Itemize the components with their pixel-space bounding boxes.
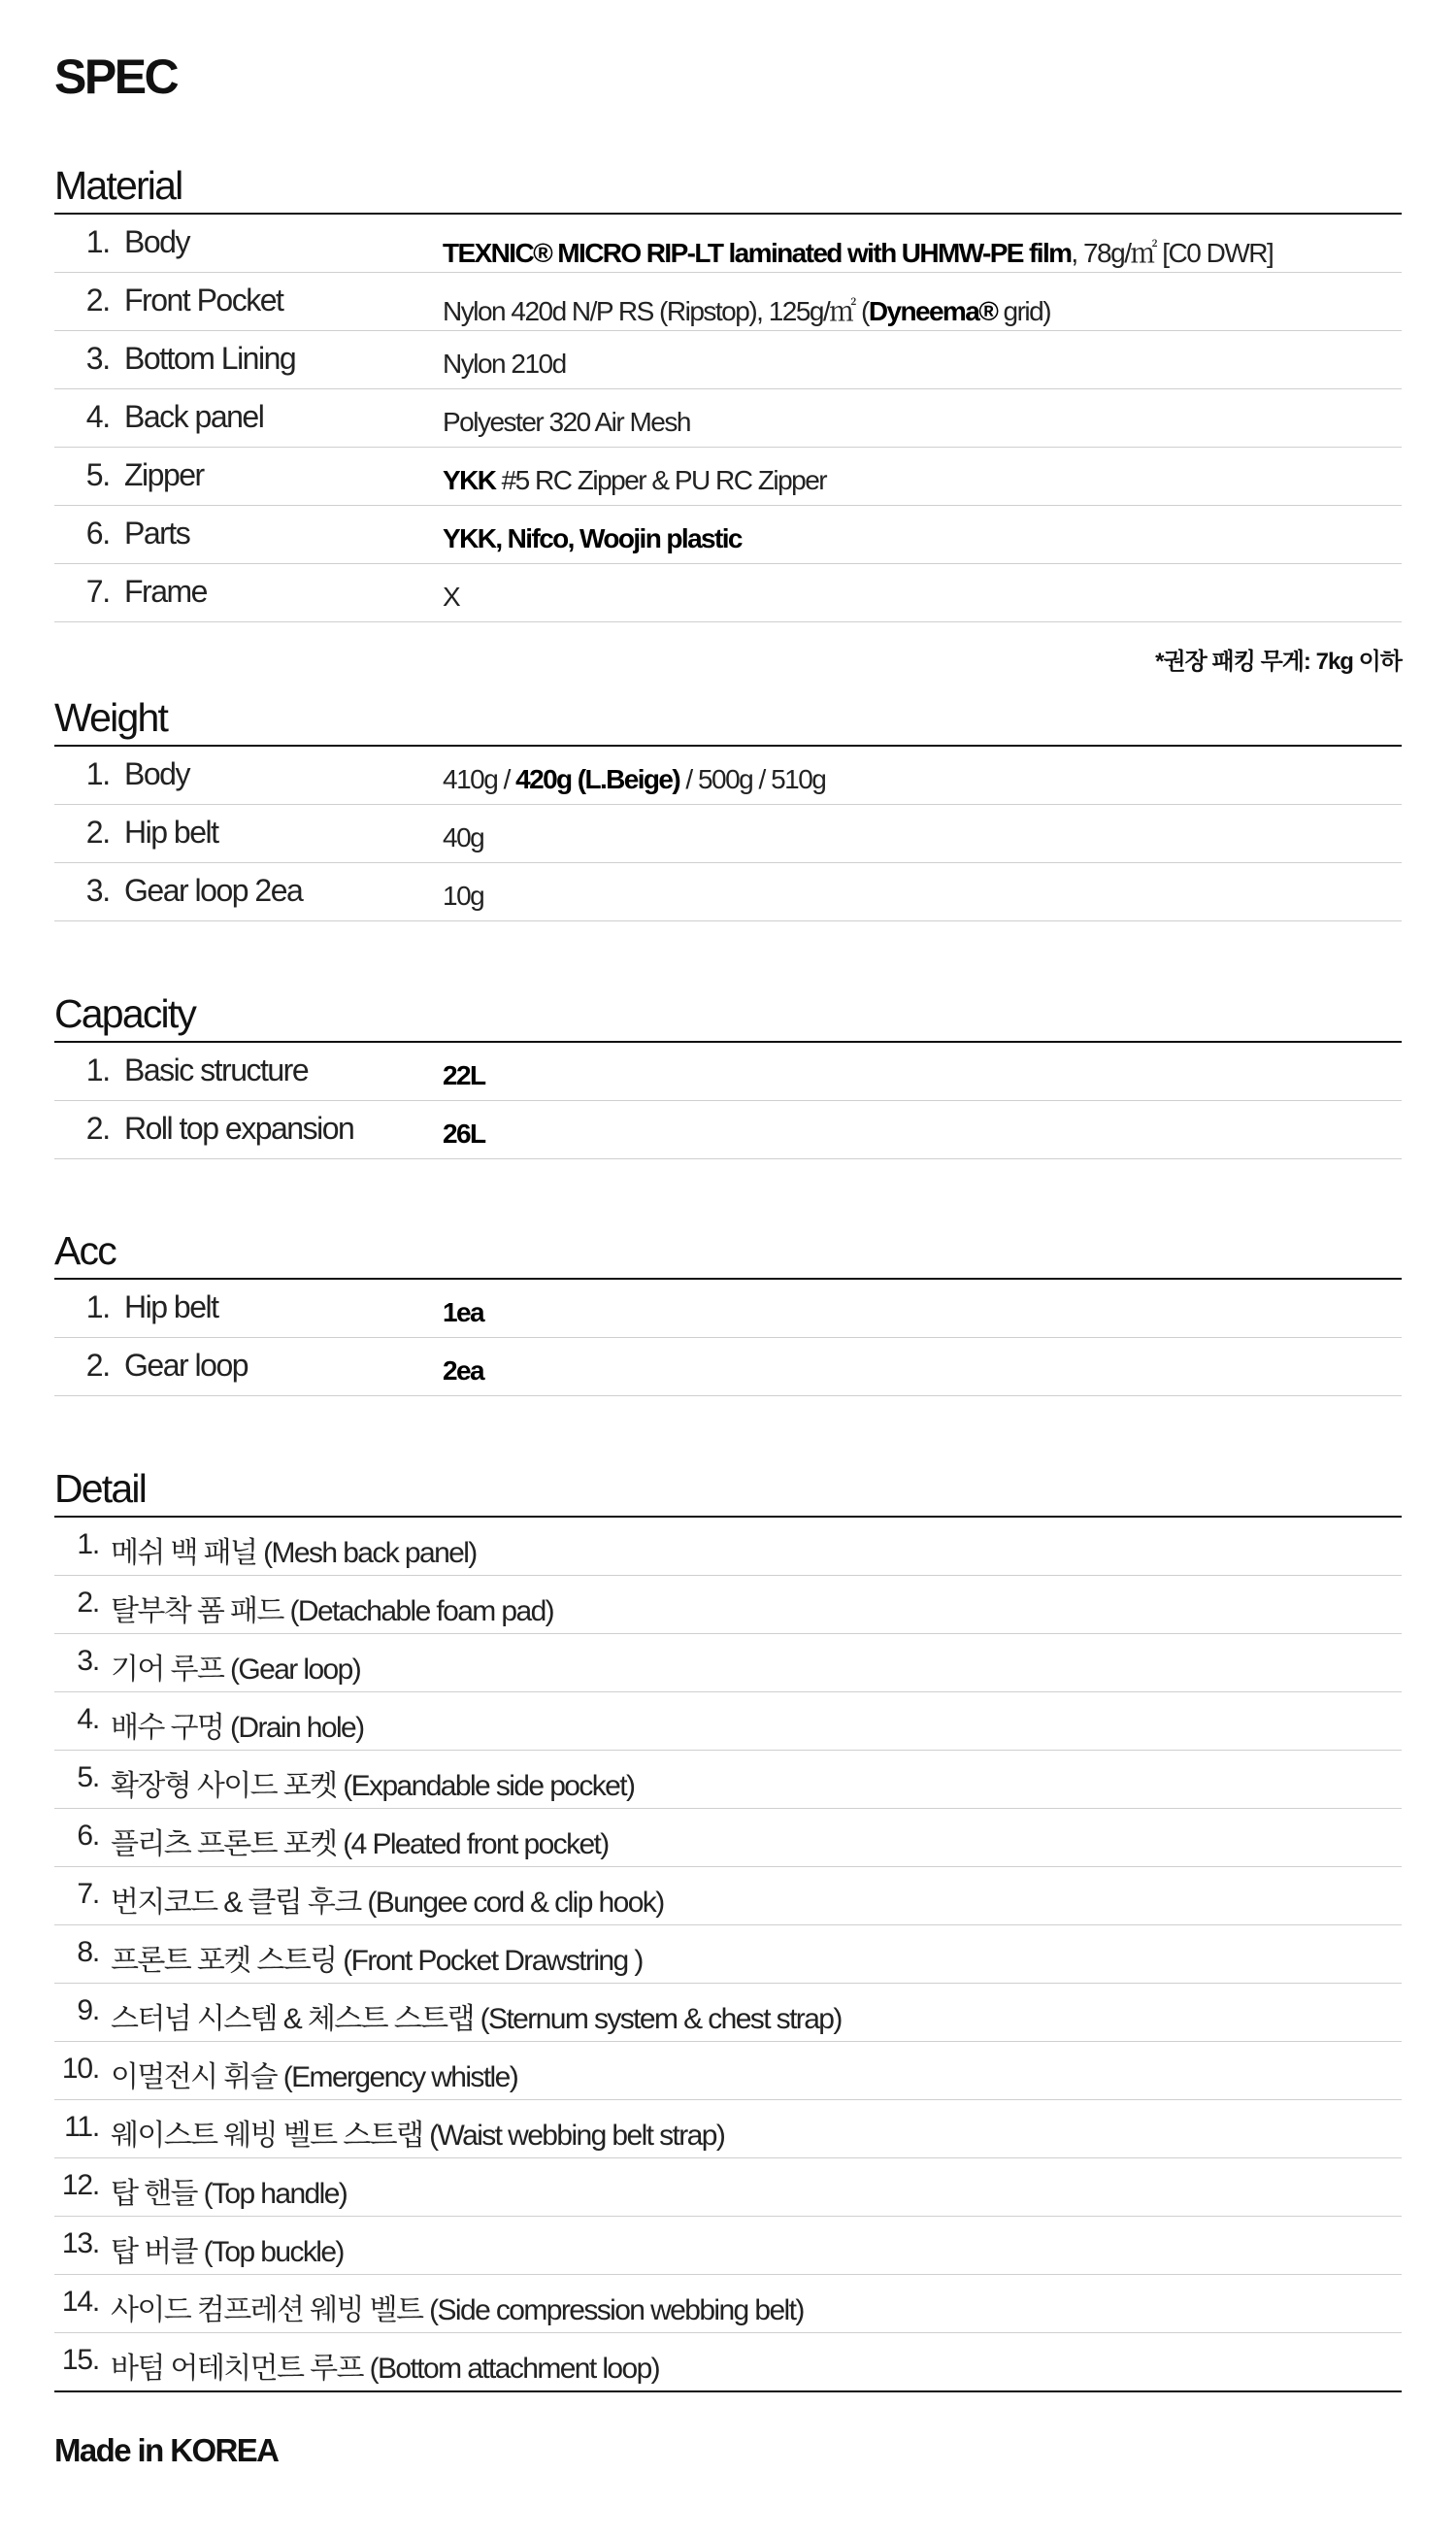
row-value: Nylon 420d N/P RS (Ripstop), 125g/㎡ (Dyneema® grid)	[443, 296, 1051, 326]
item-label: 스터넘 시스템 & 체스트 스트랩 (Sternum system & chest strap)	[111, 2003, 842, 2035]
item-label: 탑 핸들 (Top handle)	[111, 2178, 347, 2210]
item-label: 바텀 어테치먼트 루프 (Bottom attachment loop)	[111, 2353, 660, 2385]
row-label: Hip belt	[124, 815, 218, 850]
table-row	[54, 1280, 1402, 1338]
section-heading: Weight	[54, 691, 1402, 747]
row-number: 2.	[85, 1111, 110, 1146]
item-number: 14.	[61, 2286, 99, 2318]
row-number: 3.	[85, 341, 110, 376]
item-label: 이멀전시 휘슬 (Emergency whistle)	[111, 2061, 518, 2093]
list-item	[54, 2158, 1402, 2217]
table-row	[54, 331, 1402, 389]
row-number: 1.	[85, 224, 110, 259]
row-label: Gear loop	[124, 1348, 248, 1383]
packing-weight-note: *권장 패킹 무게: 7kg 이하	[1155, 649, 1402, 675]
page-title: SPEC	[54, 50, 178, 104]
item-number: 2.	[77, 1587, 99, 1619]
section-heading: Acc	[54, 1224, 1402, 1280]
row-number: 1.	[85, 1053, 110, 1087]
row-label: Basic structure	[124, 1053, 309, 1087]
section-heading: Detail	[54, 1462, 1402, 1518]
row-label: Gear loop 2ea	[124, 873, 303, 908]
row-value: 10g	[443, 881, 484, 911]
row-label: Body	[124, 756, 189, 791]
item-label: 사이드 컴프레션 웨빙 벨트 (Side compression webbing belt)	[111, 2294, 804, 2326]
item-label: 배수 구멍 (Drain hole)	[111, 1712, 364, 1744]
table-row	[54, 389, 1402, 448]
row-label: Zipper	[124, 457, 204, 492]
row-number: 5.	[85, 457, 110, 492]
row-label: Front Pocket	[124, 283, 283, 318]
item-number: 3.	[77, 1645, 99, 1677]
acc-section	[54, 1224, 1402, 1396]
item-label: 프론트 포켓 스트링 (Front Pocket Drawstring )	[111, 1945, 643, 1977]
table-row	[54, 1101, 1402, 1159]
item-number: 9.	[77, 1994, 99, 2026]
item-label: 탑 버클 (Top buckle)	[111, 2236, 344, 2268]
row-value: 22L	[443, 1060, 485, 1090]
item-number: 1.	[77, 1528, 99, 1560]
row-value: YKK #5 RC Zipper & PU RC Zipper	[443, 465, 827, 495]
item-number: 15.	[61, 2344, 99, 2376]
list-item	[54, 1634, 1402, 1692]
list-item	[54, 1576, 1402, 1634]
table-row	[54, 564, 1402, 622]
list-item	[54, 1925, 1402, 1984]
item-number: 13.	[61, 2227, 99, 2259]
row-number: 3.	[85, 873, 110, 908]
row-label: Parts	[124, 516, 190, 551]
list-item	[54, 1809, 1402, 1867]
row-number: 6.	[85, 516, 110, 551]
row-value: 1ea	[443, 1297, 483, 1327]
row-label: Back panel	[124, 399, 264, 434]
list-item	[54, 2217, 1402, 2275]
row-value: Polyester 320 Air Mesh	[443, 407, 690, 437]
row-value: 2ea	[443, 1355, 483, 1386]
table-row	[54, 863, 1402, 921]
row-value: Nylon 210d	[443, 349, 566, 379]
row-label: Roll top expansion	[124, 1111, 354, 1146]
capacity-section	[54, 987, 1402, 1159]
row-value: TEXNIC® MICRO RIP-LT laminated with UHMW-PE film, 78g/㎡ [C0 DWR]	[443, 238, 1274, 268]
row-value: YKK, Nifco, Woojin plastic	[443, 523, 742, 553]
row-value: 410g / 420g (L.Beige) / 500g / 510g	[443, 764, 826, 794]
list-item	[54, 1692, 1402, 1751]
table-row	[54, 747, 1402, 805]
table-row	[54, 273, 1402, 331]
row-number: 4.	[85, 399, 110, 434]
table-row	[54, 506, 1402, 564]
row-label: Hip belt	[124, 1289, 218, 1324]
item-number: 10.	[61, 2053, 99, 2085]
list-item	[54, 2333, 1402, 2392]
row-label: Body	[124, 224, 189, 259]
weight-section	[54, 691, 1402, 921]
row-label: Frame	[124, 574, 207, 609]
item-label: 번지코드 & 클립 후크 (Bungee cord & clip hook)	[111, 1887, 664, 1919]
row-number: 2.	[85, 1348, 110, 1383]
list-item	[54, 2042, 1402, 2100]
material-section	[54, 159, 1402, 622]
item-number: 7.	[77, 1878, 99, 1910]
list-item	[54, 2275, 1402, 2333]
row-number: 1.	[85, 1289, 110, 1324]
item-label: 기어 루프 (Gear loop)	[111, 1654, 361, 1686]
item-number: 4.	[77, 1703, 99, 1735]
item-number: 5.	[77, 1761, 99, 1793]
row-value: 26L	[443, 1119, 485, 1149]
row-number: 1.	[85, 756, 110, 791]
table-row	[54, 1338, 1402, 1396]
item-label: 탈부착 폼 패드 (Detachable foam pad)	[111, 1595, 554, 1627]
section-heading: Material	[54, 159, 1402, 215]
row-label: Bottom Lining	[124, 341, 296, 376]
item-label: 확장형 사이드 포켓 (Expandable side pocket)	[111, 1770, 635, 1802]
row-value: X	[443, 582, 460, 612]
item-number: 11.	[64, 2111, 99, 2143]
made-in-label: Made in KOREA	[54, 2432, 279, 2468]
item-number: 12.	[61, 2169, 99, 2201]
item-label: 메쉬 백 패널 (Mesh back panel)	[111, 1537, 477, 1569]
item-label: 플리츠 프론트 포켓 (4 Pleated front pocket)	[111, 1828, 609, 1860]
item-label: 웨이스트 웨빙 벨트 스트랩 (Waist webbing belt strap)	[111, 2120, 725, 2152]
row-number: 7.	[85, 574, 110, 609]
item-number: 8.	[77, 1936, 99, 1968]
row-number: 2.	[85, 283, 110, 318]
section-heading: Capacity	[54, 987, 1402, 1043]
list-item	[54, 1984, 1402, 2042]
list-item	[54, 1518, 1402, 1576]
table-row	[54, 1043, 1402, 1101]
list-item	[54, 1751, 1402, 1809]
detail-section	[54, 1462, 1402, 2392]
table-row	[54, 215, 1402, 273]
row-value: 40g	[443, 822, 484, 852]
item-number: 6.	[77, 1820, 99, 1852]
table-row	[54, 448, 1402, 506]
row-number: 2.	[85, 815, 110, 850]
list-item	[54, 2100, 1402, 2158]
list-item	[54, 1867, 1402, 1925]
table-row	[54, 805, 1402, 863]
